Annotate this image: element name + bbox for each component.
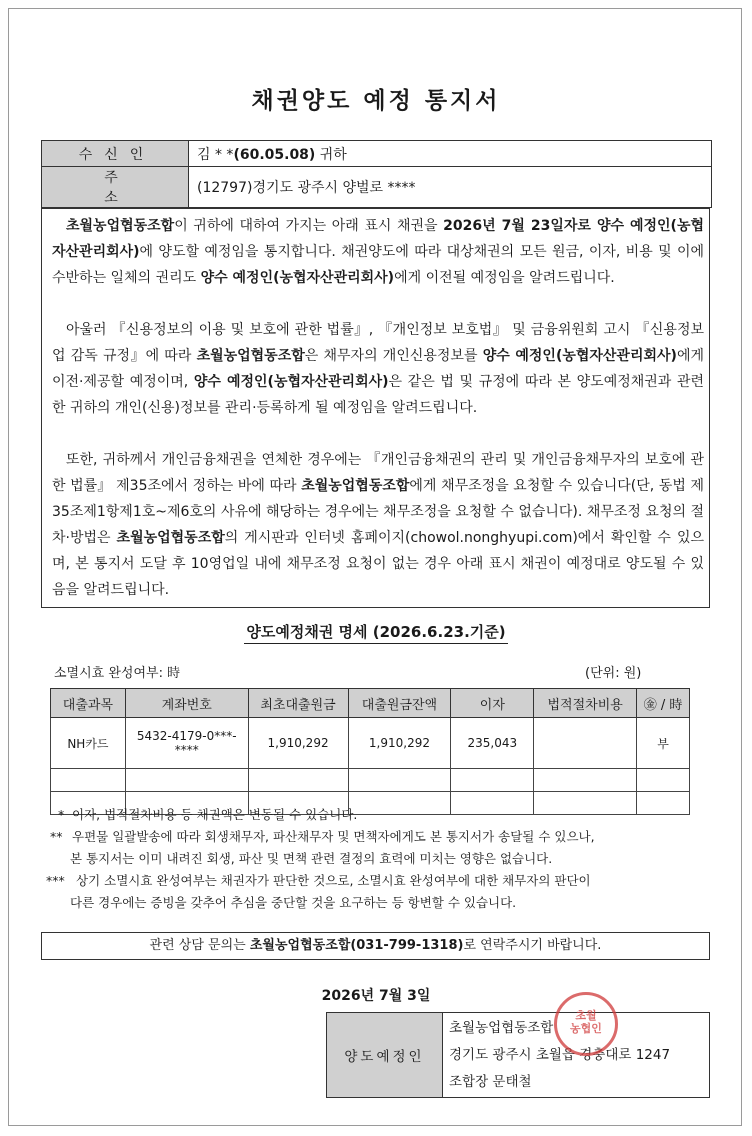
paragraph-text: 의 게시판과 인터넷 홈페이지(chowol.nonghyupi.com)에서 확인할 수 있으며, 본 통지서 도달 후 10영업일 내에 채무조정 요청이 없는 경우 아래 표시 채권이 예정대로 양도될 수 있음을 알려드립니다. (52, 530, 704, 598)
column-header: 이자 (451, 689, 534, 718)
column-header: 대출과목 (51, 689, 126, 718)
table-cell: 1,910,292 (248, 718, 348, 769)
notice-body (41, 208, 710, 608)
table-cell (348, 769, 451, 792)
note-line (70, 848, 552, 869)
bold-text: 초월농업협동조합 (116, 530, 225, 546)
column-header: 대출원금잔액 (348, 689, 451, 718)
section-title: 양도예정채권 명세 (2026.6.23.기준) (0, 621, 752, 642)
note-line (46, 870, 591, 891)
note-line (58, 804, 357, 825)
bold-text: 초월농업협동조합 (196, 348, 305, 364)
paragraph-1 (52, 213, 704, 291)
table-cell (248, 769, 348, 792)
column-header: 법적절차비용 (534, 689, 637, 718)
table-cell (451, 769, 534, 792)
column-header: 최초대출원금 (248, 689, 348, 718)
recipient-label: 수신인 (42, 141, 189, 167)
table-cell (125, 769, 248, 792)
contact-box: 관련 상담 문의는 초월농업협동조합(031-799-1318)로 연락주시기 바랍니다. (41, 932, 710, 960)
note-line (50, 826, 595, 847)
paragraph-text: 에 양도할 예정임을 통지합니다. 채권양도에 따라 대상채권의 모든 원금, 이자, 비용 및 이에 수반하는 일체의 권리도 (52, 244, 704, 286)
paragraph-text: 에게 이전될 예정임을 알려드립니다. (394, 270, 615, 286)
loan-table (50, 688, 690, 815)
table-cell (637, 769, 690, 792)
paragraph-2 (52, 317, 704, 421)
table-cell (637, 792, 690, 815)
document-title: 채권양도 예정 통지서 (251, 88, 501, 114)
recipient-table (41, 140, 712, 208)
note-marker: ** (50, 829, 63, 844)
extinctive-prescription-label: 소멸시효 완성여부: 時 (54, 666, 181, 681)
recipient-address: (12797)경기도 광주시 양벌로 **** (189, 167, 712, 208)
note-text: 다른 경우에는 증빙을 갖추어 추심을 중단할 것을 요구하는 등 항변할 수 있습니다. (70, 895, 517, 910)
bold-text: 양수 예정인(농협자산관리회사) (193, 374, 389, 390)
bold-text: 2026년 7월 23일자로 양수 예정인(농협자산관리회사) (52, 218, 705, 260)
table-row (51, 769, 690, 792)
note-text: 본 통지서는 이미 내려진 회생, 파산 및 면책 관련 결정의 효력에 미치는 영향은 없습니다. (70, 851, 553, 866)
paragraph-3 (52, 447, 704, 603)
issue-date: 2026년 7월 3일 (321, 988, 431, 1004)
assignor-representative: 조합장 문태철 (449, 1073, 532, 1090)
bold-text: 초월농업협동조합 (301, 478, 410, 494)
unit-label: (단위: 원) (585, 666, 642, 681)
bold-text: 양수 예정인(농협자산관리회사) (482, 348, 677, 364)
contact-org: 초월농업협동조합(031-799-1318) (249, 938, 464, 953)
assignor-table (326, 1012, 710, 1098)
table-cell (534, 718, 637, 769)
assignor-label: 양도예정인 (327, 1013, 443, 1098)
bold-text: 양수 예정인(농협자산관리회사) (200, 270, 395, 286)
paragraph-text: 이 귀하에 대하여 가지는 아래 표시 채권을 (174, 218, 444, 234)
table-cell (451, 792, 534, 815)
table-cell (534, 769, 637, 792)
table-cell (534, 792, 637, 815)
note-text: 우편물 일괄발송에 따라 회생채무자, 파산채무자 및 면책자에게도 본 통지서가 송달될 수 있으나, (72, 829, 595, 844)
table-cell: NH카드 (51, 718, 126, 769)
table-row (51, 718, 690, 769)
table-cell (348, 792, 451, 815)
note-text: 이자, 법적절차비용 등 채권액은 변동될 수 있습니다. (72, 807, 358, 822)
note-marker: * (58, 807, 65, 822)
bold-text: 초월농업협동조합 (66, 218, 175, 234)
table-cell (51, 769, 126, 792)
recipient-name: 김 * *(60.05.08) 귀하 (189, 141, 712, 167)
column-header: 계좌번호 (125, 689, 248, 718)
paragraph-text: 또한, 귀하께서 개인금융채권을 연체한 경우에는 『개인금융채권의 관리 및 개인금융채무자의 보호에 관한 법률』 제35조에서 정하는 바에 따라 (52, 452, 704, 494)
table-cell: 부 (637, 718, 690, 769)
paragraph-text: 아울러 『신용정보의 이용 및 보호에 관한 법률』, 『개인정보 보호법』 및 금융위원회 고시 『신용정보업 감독 규정』에 따라 (52, 322, 704, 364)
column-header: ㊎ / 時 (637, 689, 690, 718)
official-seal-stamp: 초월 농협인 (554, 992, 618, 1056)
note-text: 상기 소멸시효 완성여부는 채권자가 판단한 것으로, 소멸시효 완성여부에 대한 채무자의 판단이 (76, 873, 591, 888)
table-cell: 5432-4179-0***-**** (125, 718, 248, 769)
assignor-address: 경기도 광주시 초월읍 경충대로 1247 (449, 1046, 671, 1063)
paragraph-text: 은 채무자의 개인신용정보를 (304, 348, 483, 364)
address-label: 주소 (42, 167, 189, 208)
paragraph-text: 에게 채무조정을 요청할 수 있습니다(단, 동법 제35조제1항제1호~제6호의 사유에 해당하는 경우에는 채무조정을 요청할 수 없습니다). 채무조정 요청의 절차·방법은 (52, 478, 704, 546)
assignor-org: 초월농업협동조합 (449, 1019, 554, 1036)
table-cell: 1,910,292 (348, 718, 451, 769)
paragraph-text: 은 같은 법 및 규정에 따라 본 양도예정채권과 관련한 귀하의 개인(신용)정보를 관리·등록하게 될 예정임을 알려드립니다. (52, 374, 704, 416)
note-line (70, 892, 516, 913)
note-marker: *** (46, 873, 65, 888)
table-cell: 235,043 (451, 718, 534, 769)
paragraph-text: 에게 이전·제공할 예정이며, (52, 348, 704, 390)
